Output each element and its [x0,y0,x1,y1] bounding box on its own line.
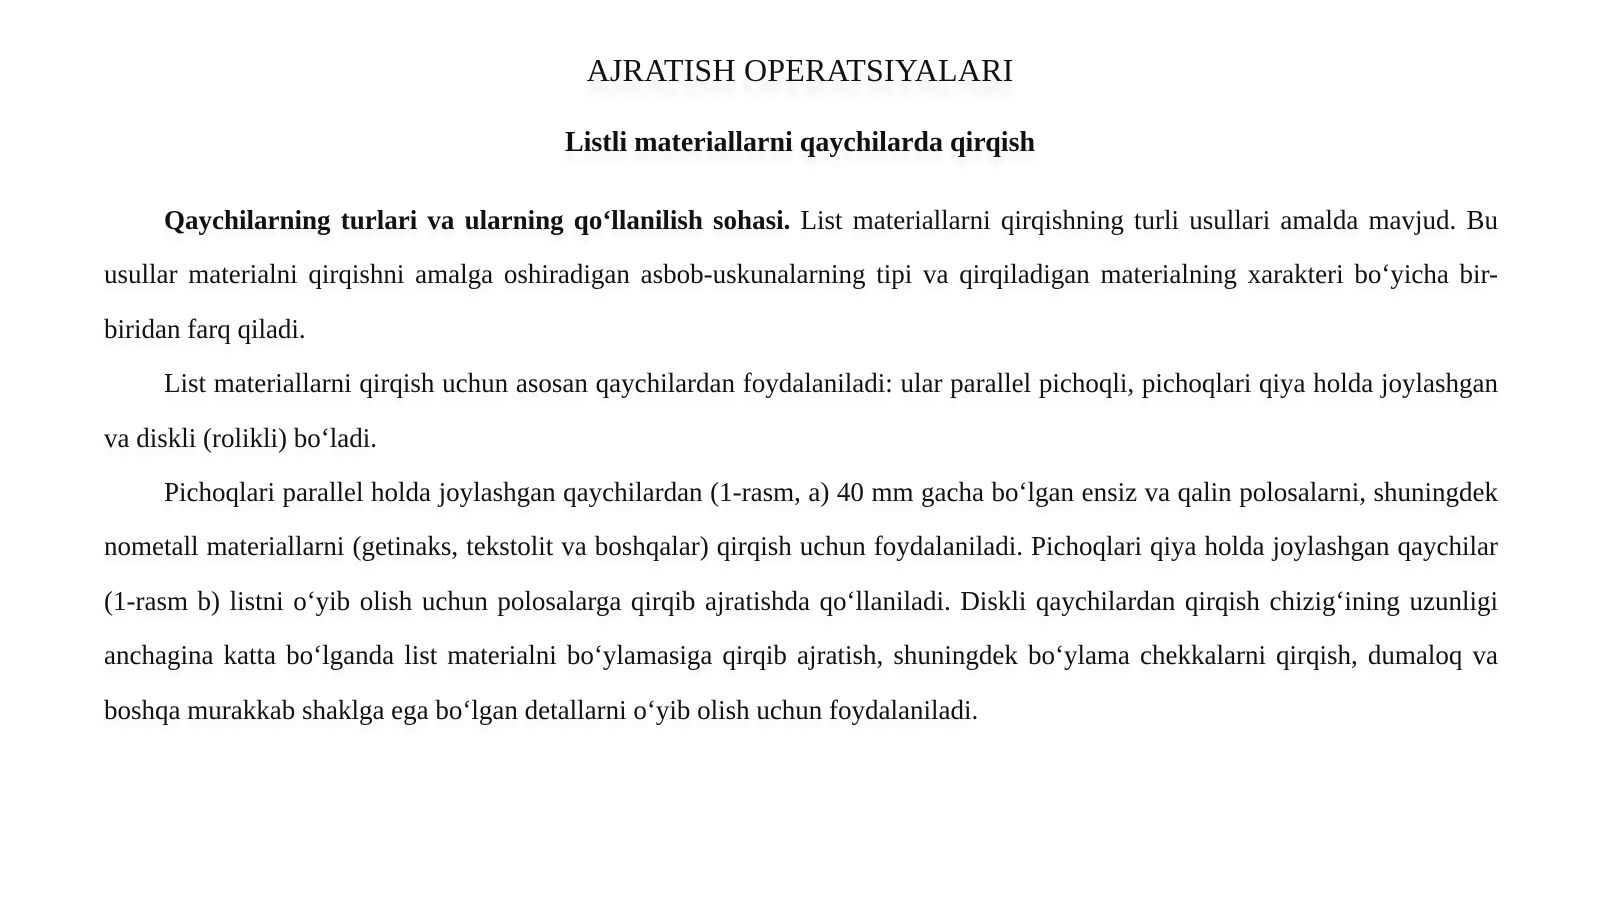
paragraph-3: Pichoqlari parallel holda joylashgan qaychilardan (1-rasm, a) 40 mm gacha bo‘lgan ensiz va qalin polosalarni, shuningdek nometall materiallarni (getinaks, tekstolit va boshqalar) qirqish uchun foydalaniladi. Pichoqlari qiya holda joylashgan qaychilar (1-rasm b) listni o‘yib olish uchun polosalarga qirqib ajratishda qo‘llaniladi. Diskli qaychilardan qirqish chizig‘ining uzunligi anchagina katta bo‘lganda list materialni bo‘ylamasiga qirqib ajratish, shuningdek bo‘ylama chekkalarni qirqish, dumaloq va boshqa murakkab shaklga ega bo‘lgan detallarni o‘yib olish uchun foydalaniladi. [104,477,1498,725]
body-text [104,193,1498,737]
section-subtitle: Listli materiallarni qaychilarda qirqish [564,127,1036,158]
paragraph-1 [104,193,1498,356]
paragraph-1-lead: Qaychilarning turlari va ularning qo‘llanilish sohasi. [164,205,791,235]
page-title: AJRATISH OPERATSIYALARI [586,52,1014,88]
paragraph-1-text: List materiallarni qirqishning turli usullari amalda mavjud. Bu usullar materialni qirqishni amalga oshiradigan asbob-uskunalarning tipi va qirqiladigan materialning xarakteri bo‘yicha bir-biridan farq qiladi. [104,205,1498,344]
paragraph-2: List materiallarni qirqish uchun asosan qaychilardan foydalaniladi: ular parallel pichoqli, pichoqlari qiya holda joylashgan va diskli (rolikli) bo‘ladi. [104,368,1498,453]
